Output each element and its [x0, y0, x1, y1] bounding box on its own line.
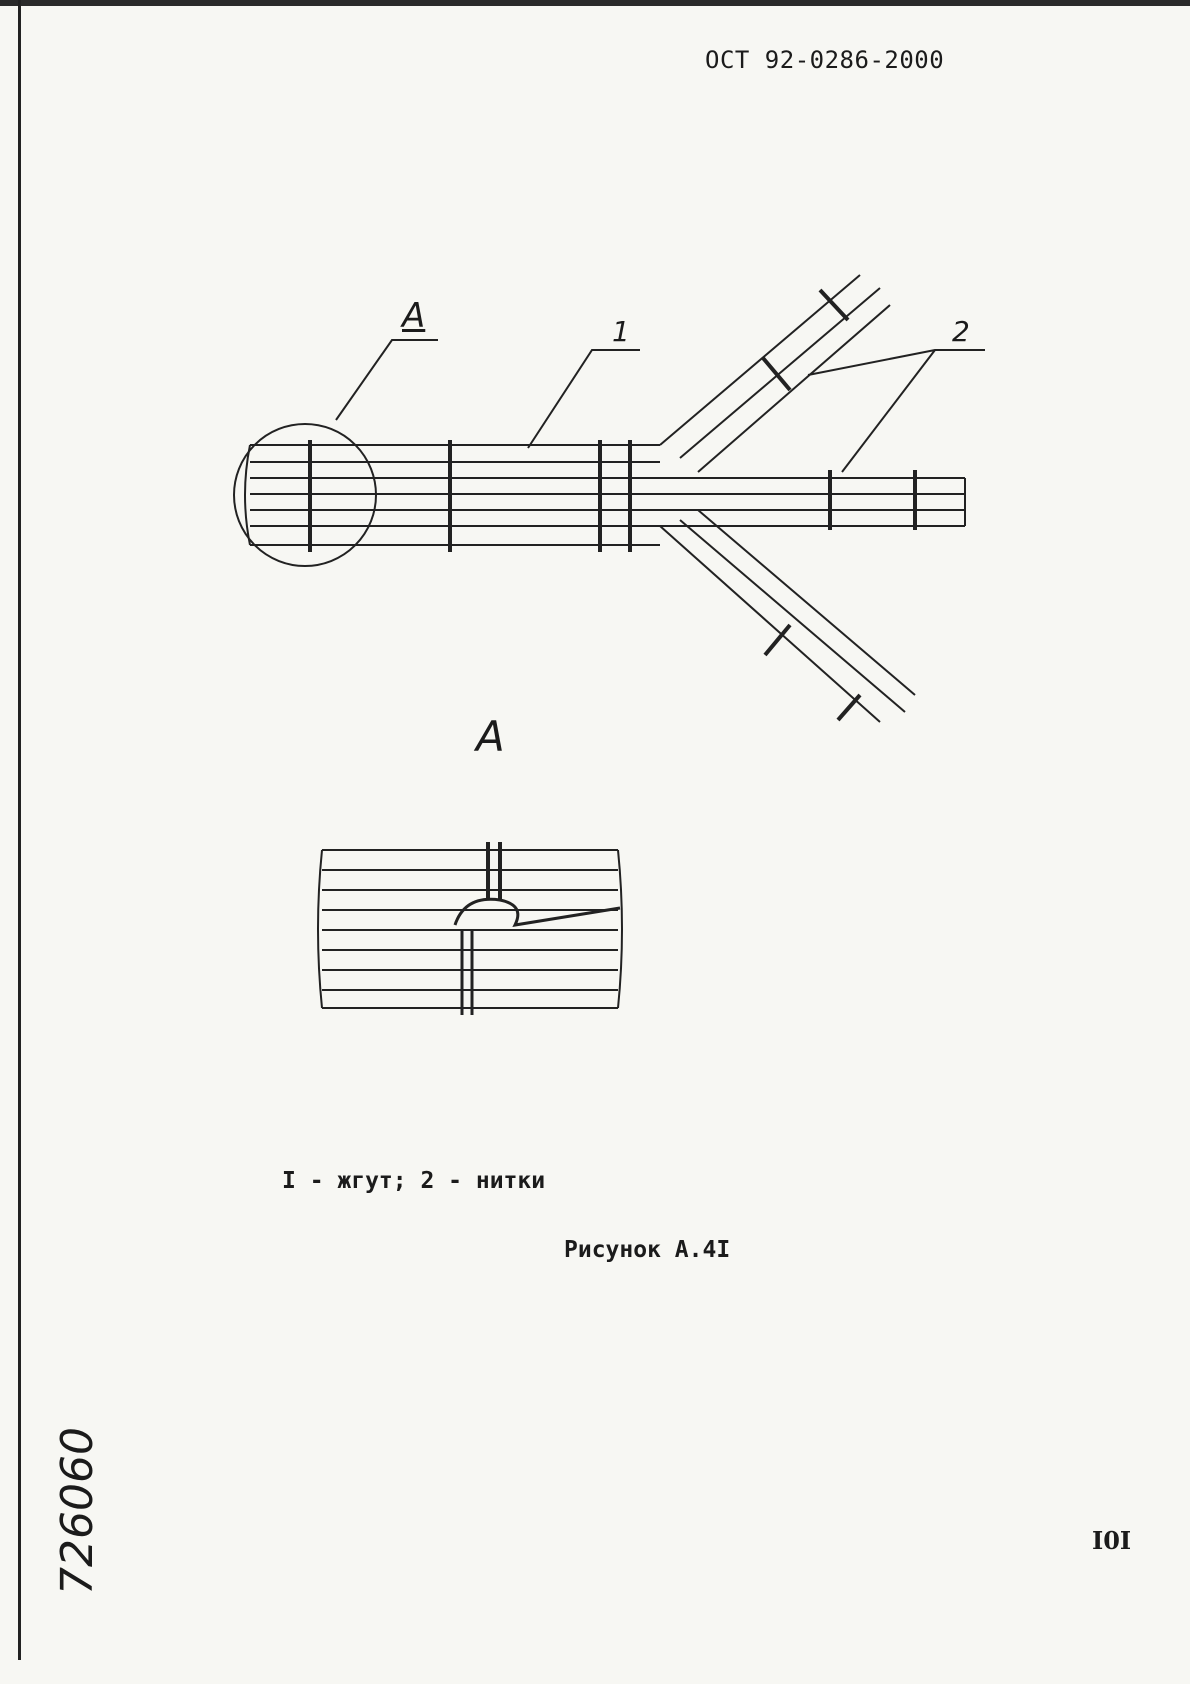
figure-legend: I - жгут; 2 - нитки — [282, 1168, 546, 1194]
document-code: ОСТ 92-0286-2000 — [705, 46, 945, 74]
detail-view-a-label: А — [476, 712, 505, 761]
archive-number: 726060 — [52, 1427, 103, 1595]
item-2-label: 2 — [952, 315, 970, 348]
detail-view-a — [318, 842, 622, 1015]
item-1-label: 1 — [612, 315, 630, 348]
view-a-label: А — [402, 296, 426, 336]
page-number: I0I — [1092, 1526, 1132, 1555]
figure-caption: Рисунок А.4I — [564, 1237, 731, 1263]
